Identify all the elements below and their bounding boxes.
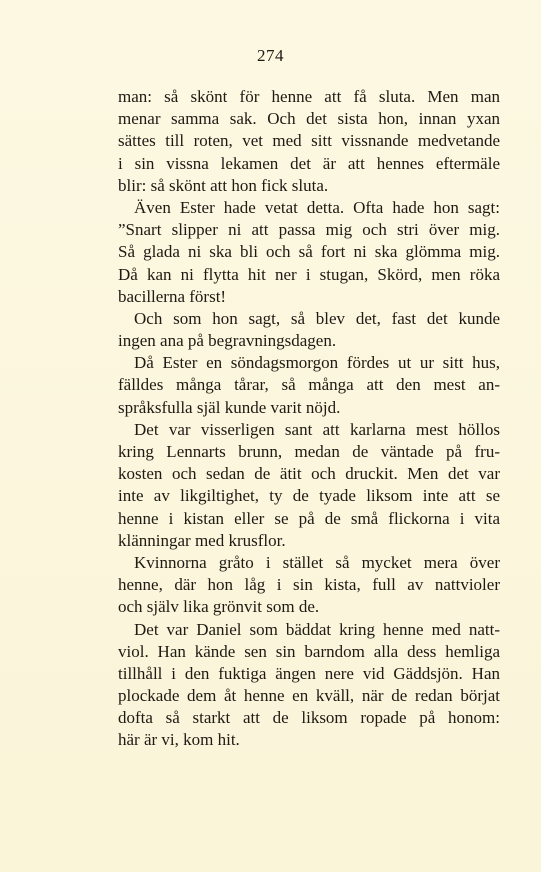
text-line: Även Ester hade vetat detta. Ofta hade hon sagt: [134,197,500,217]
body-text [118,86,500,752]
text-line: kring Lennarts brunn, medan de väntade på fru- [118,442,500,461]
text-line: klänningar med krusflor. [118,530,286,550]
text-line: Och som hon sagt, så blev det, fast det kunde [134,308,500,328]
text-line: Så glada ni ska bli och så fort ni ska glömma mig. [118,242,500,262]
text-line: viol. Han kände sen sin barndom alla dess hemliga [118,641,500,661]
text-line: Då Ester en söndagsmorgon fördes ut ur sitt hus, [134,353,500,373]
text-line: henne i kistan eller se på de små flickorna i vita [118,508,500,528]
text-line: kosten och sedan de ätit och druckit. Men det var [118,464,500,484]
text-line: i sin vissna lekamen det är att hennes eftermäle [118,153,500,173]
text-line: ”Snart slipper ni att passa mig och stri över mig. [118,220,500,240]
text-line: man: så skönt för henne att få sluta. Men man [118,87,500,106]
text-line: dofta så starkt att de liksom ropade på honom: [118,708,500,728]
text-line: menar samma sak. Och det sista hon, innan yxan [118,109,500,129]
text-line: ingen ana på begravningsdagen. [118,331,337,351]
text-line: bacillerna först! [118,286,227,306]
text-line: blir: så skönt att hon fick sluta. [118,175,329,195]
text-line: språksfulla själ kunde varit nöjd. [118,397,341,417]
text-line: inte av likgiltighet, ty de tyade liksom inte att se [118,486,500,506]
text-line: plockade dem åt henne en kväll, när de redan börjat [118,686,500,706]
text-line: och själv lika grönvit som de. [118,597,320,617]
text-line: Det var visserligen sant att karlarna mest höllos [134,419,500,439]
page-number: 274 [257,46,284,65]
text-line: fälldes många tårar, så många att den mest an- [118,375,500,395]
text-line: tillhåll i den fuktiga ängen nere vid Gäddsjön. Han [118,663,500,683]
text-line: Det var Daniel som bäddat kring henne med natt- [134,619,500,639]
text-line: sättes till roten, vet med sitt vissnande medvetande [118,131,500,151]
text-line: här är vi, kom hit. [118,730,240,750]
text-line: Kvinnorna gråto i stället så mycket mera över [134,552,500,572]
text-line: Då kan ni flytta hit ner i stugan, Skörd, men röka [118,264,500,284]
text-line: henne, där hon låg i sin kista, full av nattvioler [118,575,500,595]
